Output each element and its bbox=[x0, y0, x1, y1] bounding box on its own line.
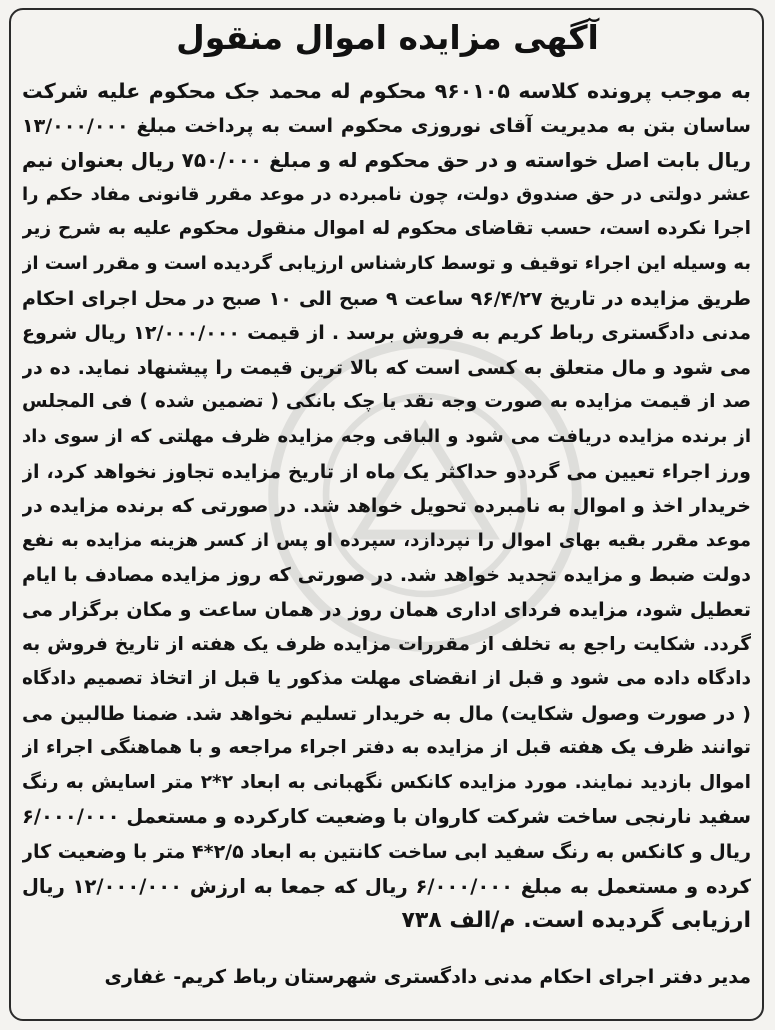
notice-line: خریدار اخذ و اموال به نامبرده تحویل خواهد شد. در صورتی که برنده مزایده در bbox=[22, 495, 751, 518]
notice-line: کرده و مستعمل به مبلغ ۶/۰۰۰/۰۰۰ ریال که جمعا به ارزش ۱۲/۰۰۰/۰۰۰ ریال bbox=[22, 874, 751, 898]
notice-line: ریال و کانکس به رنگ سفید ابی ساخت کانتین به ابعاد ۲/۵*۴ متر با وضعیت کار bbox=[22, 841, 751, 864]
notice-line: دادگاه داده می شود و قبل از انقضای مهلت مذکور یا قبل از اتخاذ تصمیم دادگاه bbox=[22, 668, 751, 690]
notice-line: طریق مزایده در تاریخ ۹۶/۴/۲۷ ساعت ۹ صبح الی ۱۰ صبح در محل اجرای احکام bbox=[22, 287, 751, 310]
notice-line: ورز اجراء تعیین می گرددو حداکثر یک ماه از تاریخ مزایده تجاوز نخواهد کرد، از bbox=[22, 460, 751, 483]
notice-line: گردد. شکایت راجع به تخلف از مقررات مزایده ظرف یک هفته از تاریخ فروش به bbox=[22, 633, 751, 655]
notice-line: ارزیابی گردیده است. م/الف ۷۳۸ bbox=[401, 908, 751, 934]
notice-line: ریال بابت اصل خواسته و در حق محکوم له و مبلغ ۷۵۰/۰۰۰ ریال بعنوان نیم bbox=[22, 148, 751, 173]
notice-line: از برنده مزایده دریافت می شود و الباقی وجه مزایده ظرف مهلتی که از سوی داد bbox=[22, 425, 751, 447]
notice-line: به وسیله این اجراء توقیف و توسط کارشناس ارزیابی گردیده است و مقرر است از bbox=[22, 252, 751, 274]
notice-line: ( در صورت وصول شکایت) مال به خریدار تسلیم نخواهد شد. ضمنا طالبین می bbox=[22, 702, 751, 725]
notice-line: ساسان بتن به مدیریت آقای نوروزی محکوم است به پرداخت مبلغ ۱۳/۰۰۰/۰۰۰ bbox=[22, 114, 751, 137]
notice-line: اموال بازدید نمایند. مورد مزایده کانکس نگهبانی به ابعاد ۲*۲ متر اسایش به رنگ bbox=[22, 771, 751, 793]
notice-line: توانند ظرف یک هفته قبل از مزایده به دفتر اجراء مراجعه و با هماهنگی اجراء از bbox=[22, 737, 751, 759]
notice-line: دولت ضبط و مزایده تجدید خواهد شد. در صورتی که روز مزایده مصادف با ایام bbox=[22, 564, 751, 587]
notice-line: مدنی دادگستری رباط کریم به فروش برسد . از قیمت ۱۲/۰۰۰/۰۰۰ ریال شروع bbox=[22, 322, 751, 345]
notice-line: به موجب پرونده کلاسه ۹۶۰۱۰۵ محکوم له محمد جک محکوم علیه شرکت bbox=[22, 79, 751, 103]
notice-line: تعطیل شود، مزایده فردای اداری همان روز در همان ساعت و مکان برگزار می bbox=[22, 598, 751, 621]
notice-line: سفید نارنجی ساخت شرکت کاروان با وضعیت کارکرده و مستعمل ۶/۰۰۰/۰۰۰ bbox=[22, 805, 751, 829]
notice-line: اجرا نکرده است، حسب تقاضای محکوم له اموال منقول محکوم علیه به شرح زیر bbox=[22, 218, 751, 240]
notice-line: می شود و مال متعلق به کسی است که بالا ترین قیمت را پیشنهاد نماید. ده در bbox=[22, 356, 751, 379]
notice-body bbox=[22, 74, 751, 939]
notice-line: عشر دولتی در حق صندوق دولت، چون نامبرده در موعد مقرر قانونی مفاد حکم را bbox=[22, 183, 751, 205]
notice-line: موعد مقرر بقیه بهای اموال را نپردازد، سپرده او پس از کسر هزینه مزایده به نفع bbox=[22, 529, 751, 551]
notice-line: صد از قیمت مزایده به صورت وجه نقد یا چک بانکی ( تضمین شده ) فی المجلس bbox=[22, 391, 751, 413]
notice-title: آگهی مزایده اموال منقول bbox=[176, 18, 599, 57]
notice-signature: مدیر دفتر اجرای احکام مدنی دادگستری شهرستان رباط کریم- غفاری bbox=[104, 966, 751, 988]
